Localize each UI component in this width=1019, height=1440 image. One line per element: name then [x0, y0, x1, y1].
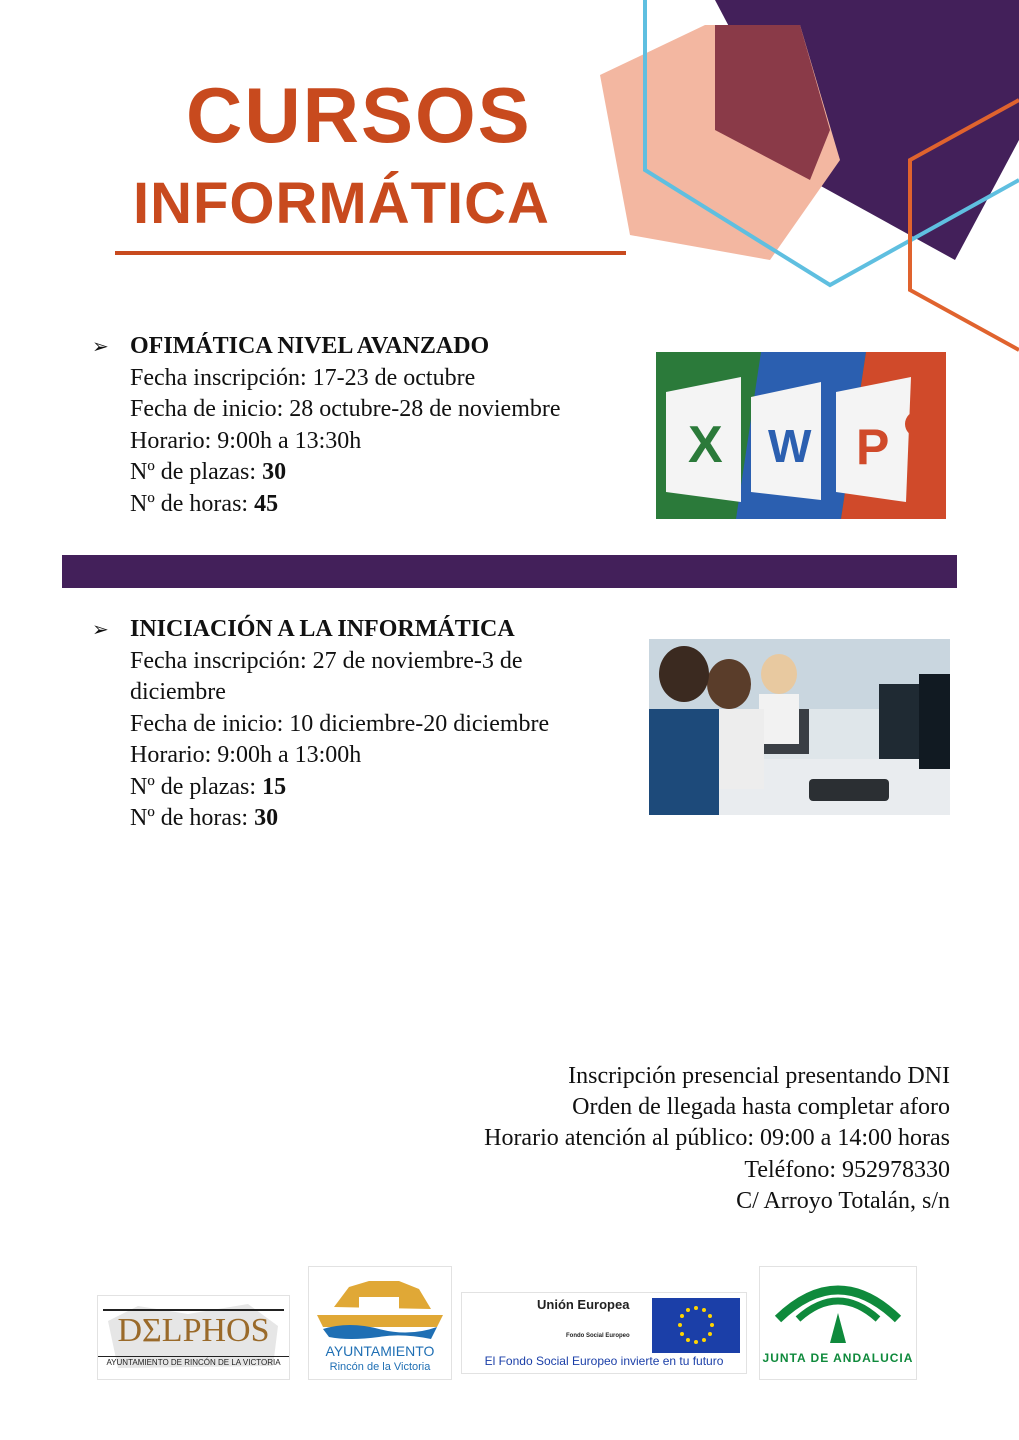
- fecha-inicio: Fecha de inicio: 10 diciembre-20 diciembre: [130, 710, 550, 737]
- office-apps-image: [656, 352, 946, 519]
- plazas-value: 15: [262, 773, 287, 800]
- course-ofimatica: [92, 331, 637, 520]
- ayuntamiento-logo: [308, 1266, 452, 1380]
- horas: Nº de horas: 30: [130, 805, 279, 831]
- ayuntamiento-emblem: [309, 1267, 451, 1343]
- fecha-inscripcion-cont: diciembre: [130, 679, 226, 705]
- info-line-telefono: Teléfono: 952978330: [744, 1156, 950, 1183]
- horario: Horario: 9:00h a 13:00h: [130, 742, 362, 768]
- info-block: [484, 1061, 950, 1217]
- info-line-inscripcion: Inscripción presencial presentando DNI: [568, 1063, 950, 1089]
- course-title: OFIMÁTICA NIVEL AVANZADO: [130, 333, 490, 359]
- plazas: Nº de plazas: 30: [130, 459, 287, 485]
- delphos-logo: [97, 1295, 290, 1380]
- decorative-hexagons: [560, 0, 1019, 370]
- fecha-inscripcion: Fecha inscripción: 27 de noviembre-3 de: [130, 647, 523, 674]
- junta-andalucia-logo: [759, 1266, 917, 1380]
- svg-text:P: P: [856, 419, 890, 475]
- info-line-orden: Orden de llegada hasta completar aforo: [572, 1094, 950, 1121]
- plazas: Nº de plazas: 15: [130, 773, 287, 800]
- fecha-inicio: Fecha de inicio: 28 octubre-28 de noviembre: [130, 396, 561, 422]
- arrow-bullet-icon: ➢: [92, 617, 109, 641]
- horario: Horario: 9:00h a 13:30h: [130, 427, 362, 454]
- svg-text:X: X: [688, 416, 723, 474]
- horas-value: 30: [254, 805, 279, 831]
- ue-label: Unión Europea: [537, 1297, 630, 1312]
- fse-logo: [461, 1292, 747, 1374]
- title-underline: [115, 251, 626, 255]
- eu-flag-icon: [652, 1298, 740, 1353]
- junta-text: JUNTA DE ANDALUCIA: [762, 1351, 914, 1365]
- plazas-value: 30: [262, 459, 287, 485]
- course-iniciacion: [92, 614, 637, 835]
- ayuntamiento-subtext: Rincón de la Victoria: [329, 1361, 431, 1373]
- horas: Nº de horas: 45: [130, 490, 279, 517]
- section-divider: [62, 555, 957, 588]
- delphos-wordmark: DΣLPHOS: [117, 1312, 270, 1349]
- computer-class-photo: [649, 639, 950, 815]
- horas-value: 45: [254, 490, 279, 517]
- fse-motto: El Fondo Social Europeo invierte en tu futuro: [484, 1354, 724, 1368]
- title-informatica: INFORMÁTICA: [133, 171, 550, 236]
- fecha-inscripcion: Fecha inscripción: 17-23 de octubre: [130, 364, 476, 391]
- info-line-direccion: C/ Arroyo Totalán, s/n: [736, 1187, 950, 1214]
- title-cursos: CURSOS: [186, 71, 532, 159]
- fse-label: Fondo Social Europeo: [566, 1333, 630, 1339]
- delphos-subtitle: AYUNTAMIENTO DE RINCÓN DE LA VICTORIA: [98, 1356, 289, 1367]
- junta-emblem: [760, 1267, 916, 1347]
- ayuntamiento-text: AYUNTAMIENTO: [325, 1343, 435, 1359]
- svg-text:W: W: [768, 420, 812, 472]
- info-line-horario: Horario atención al público: 09:00 a 14:00 horas: [484, 1125, 950, 1152]
- course-title: INICIACIÓN A LA INFORMÁTICA: [130, 616, 515, 642]
- arrow-bullet-icon: ➢: [92, 334, 109, 358]
